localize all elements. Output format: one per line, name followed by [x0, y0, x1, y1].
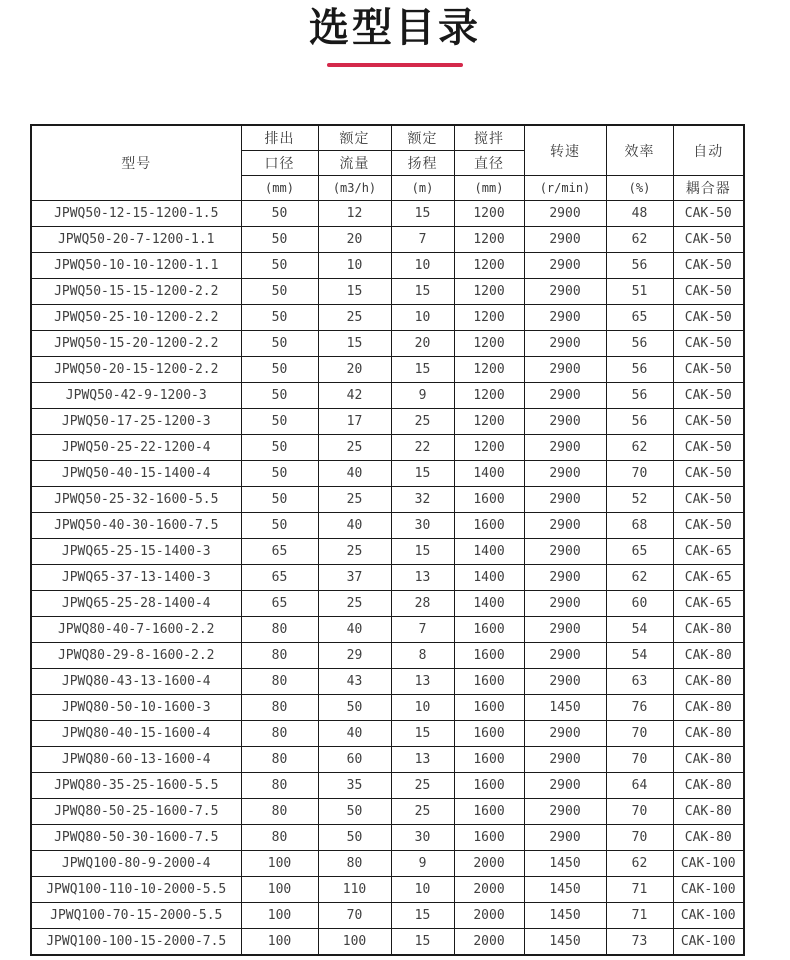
- cell-efficiency: 51: [606, 279, 673, 305]
- header-head-line2: 扬程: [391, 151, 454, 176]
- cell-outlet-diameter: 100: [241, 851, 318, 877]
- cell-outlet-diameter: 50: [241, 461, 318, 487]
- table-row: [31, 773, 744, 799]
- cell-model: JPWQ50-25-10-1200-2.2: [31, 305, 241, 331]
- cell-rated-head: 8: [391, 643, 454, 669]
- cell-speed: 2900: [524, 617, 606, 643]
- header-model: 型号: [31, 125, 241, 201]
- table-row: [31, 591, 744, 617]
- cell-mixing-diameter: 1400: [454, 461, 524, 487]
- cell-mixing-diameter: 1600: [454, 513, 524, 539]
- cell-rated-flow: 15: [318, 331, 391, 357]
- cell-outlet-diameter: 80: [241, 747, 318, 773]
- cell-speed: 2900: [524, 773, 606, 799]
- cell-rated-flow: 29: [318, 643, 391, 669]
- table-row: [31, 643, 744, 669]
- cell-rated-flow: 37: [318, 565, 391, 591]
- cell-efficiency: 64: [606, 773, 673, 799]
- cell-mixing-diameter: 1200: [454, 331, 524, 357]
- cell-outlet-diameter: 50: [241, 513, 318, 539]
- cell-model: JPWQ65-25-15-1400-3: [31, 539, 241, 565]
- cell-efficiency: 56: [606, 253, 673, 279]
- cell-efficiency: 52: [606, 487, 673, 513]
- cell-rated-flow: 40: [318, 721, 391, 747]
- cell-speed: 2900: [524, 357, 606, 383]
- cell-efficiency: 54: [606, 643, 673, 669]
- table-row: [31, 227, 744, 253]
- cell-rated-head: 20: [391, 331, 454, 357]
- cell-speed: 2900: [524, 513, 606, 539]
- cell-rated-flow: 25: [318, 539, 391, 565]
- cell-model: JPWQ100-110-10-2000-5.5: [31, 877, 241, 903]
- cell-mixing-diameter: 1200: [454, 435, 524, 461]
- header-outlet-line1: 排出: [241, 125, 318, 151]
- cell-auto-coupler: CAK-50: [673, 253, 744, 279]
- cell-model: JPWQ100-70-15-2000-5.5: [31, 903, 241, 929]
- table-header: [31, 125, 744, 201]
- cell-outlet-diameter: 80: [241, 617, 318, 643]
- cell-outlet-diameter: 80: [241, 799, 318, 825]
- cell-model: JPWQ50-25-32-1600-5.5: [31, 487, 241, 513]
- cell-model: JPWQ50-12-15-1200-1.5: [31, 201, 241, 227]
- cell-auto-coupler: CAK-80: [673, 617, 744, 643]
- cell-rated-flow: 50: [318, 695, 391, 721]
- cell-rated-head: 10: [391, 305, 454, 331]
- cell-outlet-diameter: 100: [241, 903, 318, 929]
- cell-model: JPWQ50-20-15-1200-2.2: [31, 357, 241, 383]
- cell-rated-flow: 40: [318, 461, 391, 487]
- cell-auto-coupler: CAK-50: [673, 357, 744, 383]
- cell-mixing-diameter: 1200: [454, 305, 524, 331]
- header-coupler-line1: 自动: [673, 125, 744, 176]
- cell-rated-flow: 110: [318, 877, 391, 903]
- cell-speed: 1450: [524, 929, 606, 956]
- table-row: [31, 565, 744, 591]
- cell-rated-flow: 50: [318, 825, 391, 851]
- cell-rated-head: 13: [391, 747, 454, 773]
- table-row: [31, 487, 744, 513]
- cell-auto-coupler: CAK-80: [673, 643, 744, 669]
- table-row: [31, 253, 744, 279]
- header-speed: 转速: [524, 125, 606, 176]
- cell-mixing-diameter: 1600: [454, 695, 524, 721]
- cell-efficiency: 62: [606, 435, 673, 461]
- header-efficiency: 效率: [606, 125, 673, 176]
- cell-speed: 2900: [524, 461, 606, 487]
- page-title: 选型目录: [309, 6, 481, 50]
- cell-efficiency: 65: [606, 539, 673, 565]
- header-efficiency-unit: (%): [606, 176, 673, 201]
- table-row: [31, 721, 744, 747]
- table-row: [31, 747, 744, 773]
- header-row-1: [31, 125, 744, 151]
- table-row: [31, 409, 744, 435]
- cell-rated-head: 10: [391, 253, 454, 279]
- cell-rated-flow: 25: [318, 305, 391, 331]
- cell-speed: 2900: [524, 253, 606, 279]
- cell-rated-flow: 20: [318, 227, 391, 253]
- header-head-unit: (m): [391, 176, 454, 201]
- cell-efficiency: 76: [606, 695, 673, 721]
- cell-model: JPWQ80-40-7-1600-2.2: [31, 617, 241, 643]
- selection-catalog-table: [30, 124, 745, 956]
- table-row: [31, 279, 744, 305]
- cell-rated-head: 30: [391, 513, 454, 539]
- cell-outlet-diameter: 65: [241, 565, 318, 591]
- cell-rated-flow: 43: [318, 669, 391, 695]
- cell-efficiency: 62: [606, 565, 673, 591]
- cell-outlet-diameter: 50: [241, 435, 318, 461]
- cell-speed: 2900: [524, 279, 606, 305]
- cell-model: JPWQ80-29-8-1600-2.2: [31, 643, 241, 669]
- catalog-table-body: [31, 201, 744, 956]
- cell-rated-head: 15: [391, 279, 454, 305]
- header-mixing-line2: 直径: [454, 151, 524, 176]
- cell-efficiency: 70: [606, 747, 673, 773]
- cell-efficiency: 56: [606, 357, 673, 383]
- cell-rated-head: 13: [391, 565, 454, 591]
- cell-rated-head: 9: [391, 383, 454, 409]
- table-row: [31, 305, 744, 331]
- cell-mixing-diameter: 1600: [454, 773, 524, 799]
- cell-outlet-diameter: 50: [241, 357, 318, 383]
- cell-speed: 2900: [524, 539, 606, 565]
- cell-efficiency: 68: [606, 513, 673, 539]
- table-row: [31, 357, 744, 383]
- cell-auto-coupler: CAK-50: [673, 331, 744, 357]
- cell-efficiency: 70: [606, 721, 673, 747]
- cell-mixing-diameter: 1200: [454, 253, 524, 279]
- cell-outlet-diameter: 65: [241, 591, 318, 617]
- table-row: [31, 539, 744, 565]
- cell-model: JPWQ80-50-10-1600-3: [31, 695, 241, 721]
- cell-outlet-diameter: 80: [241, 773, 318, 799]
- cell-efficiency: 65: [606, 305, 673, 331]
- table-row: [31, 695, 744, 721]
- table-row: [31, 669, 744, 695]
- cell-efficiency: 56: [606, 383, 673, 409]
- cell-auto-coupler: CAK-100: [673, 877, 744, 903]
- cell-auto-coupler: CAK-50: [673, 201, 744, 227]
- cell-speed: 2900: [524, 435, 606, 461]
- table-row: [31, 851, 744, 877]
- cell-efficiency: 62: [606, 851, 673, 877]
- cell-outlet-diameter: 50: [241, 201, 318, 227]
- cell-model: JPWQ80-60-13-1600-4: [31, 747, 241, 773]
- cell-model: JPWQ100-80-9-2000-4: [31, 851, 241, 877]
- cell-auto-coupler: CAK-80: [673, 695, 744, 721]
- cell-model: JPWQ50-40-30-1600-7.5: [31, 513, 241, 539]
- title-underline-decoration: [327, 63, 463, 67]
- cell-speed: 1450: [524, 695, 606, 721]
- cell-rated-flow: 100: [318, 929, 391, 956]
- cell-mixing-diameter: 1400: [454, 591, 524, 617]
- cell-efficiency: 73: [606, 929, 673, 956]
- cell-auto-coupler: CAK-50: [673, 279, 744, 305]
- cell-rated-head: 32: [391, 487, 454, 513]
- table-row: [31, 799, 744, 825]
- cell-mixing-diameter: 1600: [454, 669, 524, 695]
- cell-rated-flow: 35: [318, 773, 391, 799]
- cell-rated-head: 28: [391, 591, 454, 617]
- cell-rated-flow: 20: [318, 357, 391, 383]
- cell-auto-coupler: CAK-50: [673, 227, 744, 253]
- cell-auto-coupler: CAK-100: [673, 929, 744, 956]
- cell-auto-coupler: CAK-50: [673, 305, 744, 331]
- table-row: [31, 331, 744, 357]
- cell-mixing-diameter: 1200: [454, 409, 524, 435]
- cell-rated-head: 10: [391, 695, 454, 721]
- cell-auto-coupler: CAK-50: [673, 487, 744, 513]
- cell-rated-head: 10: [391, 877, 454, 903]
- cell-mixing-diameter: 1600: [454, 825, 524, 851]
- cell-model: JPWQ80-50-25-1600-7.5: [31, 799, 241, 825]
- cell-rated-head: 7: [391, 227, 454, 253]
- cell-model: JPWQ80-50-30-1600-7.5: [31, 825, 241, 851]
- cell-efficiency: 70: [606, 799, 673, 825]
- title-block: [0, 0, 790, 67]
- table-row: [31, 877, 744, 903]
- cell-speed: 1450: [524, 851, 606, 877]
- cell-rated-flow: 25: [318, 591, 391, 617]
- cell-speed: 2900: [524, 409, 606, 435]
- cell-rated-head: 30: [391, 825, 454, 851]
- cell-rated-head: 15: [391, 539, 454, 565]
- header-flow-unit: (m3/h): [318, 176, 391, 201]
- cell-outlet-diameter: 50: [241, 227, 318, 253]
- cell-mixing-diameter: 1400: [454, 539, 524, 565]
- cell-outlet-diameter: 50: [241, 331, 318, 357]
- cell-efficiency: 71: [606, 877, 673, 903]
- table-row: [31, 929, 744, 956]
- cell-speed: 2900: [524, 669, 606, 695]
- cell-efficiency: 70: [606, 825, 673, 851]
- header-flow-line2: 流量: [318, 151, 391, 176]
- table-row: [31, 461, 744, 487]
- cell-model: JPWQ50-25-22-1200-4: [31, 435, 241, 461]
- cell-mixing-diameter: 1600: [454, 487, 524, 513]
- cell-auto-coupler: CAK-65: [673, 539, 744, 565]
- cell-efficiency: 56: [606, 331, 673, 357]
- cell-outlet-diameter: 80: [241, 643, 318, 669]
- cell-rated-flow: 40: [318, 513, 391, 539]
- header-flow-line1: 额定: [318, 125, 391, 151]
- cell-outlet-diameter: 100: [241, 929, 318, 956]
- cell-rated-head: 9: [391, 851, 454, 877]
- cell-rated-flow: 10: [318, 253, 391, 279]
- cell-speed: 2900: [524, 227, 606, 253]
- cell-outlet-diameter: 50: [241, 305, 318, 331]
- cell-outlet-diameter: 80: [241, 695, 318, 721]
- table-row: [31, 825, 744, 851]
- cell-efficiency: 60: [606, 591, 673, 617]
- cell-mixing-diameter: 2000: [454, 929, 524, 956]
- table-row: [31, 201, 744, 227]
- cell-mixing-diameter: 1200: [454, 201, 524, 227]
- cell-rated-flow: 25: [318, 435, 391, 461]
- header-head-line1: 额定: [391, 125, 454, 151]
- cell-mixing-diameter: 1400: [454, 565, 524, 591]
- cell-model: JPWQ80-35-25-1600-5.5: [31, 773, 241, 799]
- cell-outlet-diameter: 50: [241, 253, 318, 279]
- table-row: [31, 383, 744, 409]
- cell-model: JPWQ50-42-9-1200-3: [31, 383, 241, 409]
- cell-speed: 1450: [524, 877, 606, 903]
- cell-outlet-diameter: 50: [241, 279, 318, 305]
- header-mixing-line1: 搅拌: [454, 125, 524, 151]
- cell-speed: 2900: [524, 565, 606, 591]
- cell-auto-coupler: CAK-65: [673, 565, 744, 591]
- cell-efficiency: 56: [606, 409, 673, 435]
- cell-auto-coupler: CAK-100: [673, 851, 744, 877]
- cell-mixing-diameter: 1600: [454, 721, 524, 747]
- table-row: [31, 903, 744, 929]
- cell-auto-coupler: CAK-80: [673, 669, 744, 695]
- cell-rated-flow: 25: [318, 487, 391, 513]
- cell-speed: 2900: [524, 305, 606, 331]
- cell-auto-coupler: CAK-50: [673, 409, 744, 435]
- cell-rated-head: 25: [391, 409, 454, 435]
- cell-auto-coupler: CAK-50: [673, 383, 744, 409]
- cell-mixing-diameter: 1200: [454, 357, 524, 383]
- cell-model: JPWQ50-10-10-1200-1.1: [31, 253, 241, 279]
- table-row: [31, 435, 744, 461]
- cell-mixing-diameter: 1600: [454, 617, 524, 643]
- cell-rated-flow: 17: [318, 409, 391, 435]
- cell-model: JPWQ80-40-15-1600-4: [31, 721, 241, 747]
- cell-speed: 2900: [524, 331, 606, 357]
- cell-model: JPWQ100-100-15-2000-7.5: [31, 929, 241, 956]
- cell-rated-head: 15: [391, 721, 454, 747]
- cell-speed: 2900: [524, 747, 606, 773]
- cell-outlet-diameter: 50: [241, 383, 318, 409]
- cell-rated-flow: 50: [318, 799, 391, 825]
- cell-outlet-diameter: 80: [241, 825, 318, 851]
- cell-rated-head: 13: [391, 669, 454, 695]
- cell-auto-coupler: CAK-50: [673, 461, 744, 487]
- cell-efficiency: 70: [606, 461, 673, 487]
- cell-auto-coupler: CAK-100: [673, 903, 744, 929]
- cell-outlet-diameter: 80: [241, 669, 318, 695]
- cell-model: JPWQ50-40-15-1400-4: [31, 461, 241, 487]
- table-row: [31, 617, 744, 643]
- header-mixing-unit: (mm): [454, 176, 524, 201]
- cell-rated-head: 15: [391, 461, 454, 487]
- cell-model: JPWQ50-20-7-1200-1.1: [31, 227, 241, 253]
- cell-auto-coupler: CAK-80: [673, 721, 744, 747]
- cell-efficiency: 71: [606, 903, 673, 929]
- cell-rated-flow: 60: [318, 747, 391, 773]
- cell-mixing-diameter: 1600: [454, 747, 524, 773]
- cell-efficiency: 54: [606, 617, 673, 643]
- cell-speed: 1450: [524, 903, 606, 929]
- cell-model: JPWQ50-15-15-1200-2.2: [31, 279, 241, 305]
- cell-rated-head: 15: [391, 929, 454, 956]
- cell-mixing-diameter: 1200: [454, 383, 524, 409]
- cell-auto-coupler: CAK-80: [673, 747, 744, 773]
- cell-model: JPWQ80-43-13-1600-4: [31, 669, 241, 695]
- cell-mixing-diameter: 1200: [454, 227, 524, 253]
- cell-rated-head: 7: [391, 617, 454, 643]
- cell-speed: 2900: [524, 201, 606, 227]
- table-row: [31, 513, 744, 539]
- cell-rated-head: 15: [391, 201, 454, 227]
- cell-auto-coupler: CAK-50: [673, 513, 744, 539]
- cell-rated-flow: 40: [318, 617, 391, 643]
- cell-efficiency: 63: [606, 669, 673, 695]
- header-outlet-unit: (mm): [241, 176, 318, 201]
- cell-outlet-diameter: 100: [241, 877, 318, 903]
- cell-rated-flow: 80: [318, 851, 391, 877]
- cell-outlet-diameter: 50: [241, 409, 318, 435]
- cell-auto-coupler: CAK-65: [673, 591, 744, 617]
- cell-rated-head: 15: [391, 357, 454, 383]
- cell-mixing-diameter: 2000: [454, 903, 524, 929]
- cell-auto-coupler: CAK-80: [673, 773, 744, 799]
- cell-model: JPWQ50-17-25-1200-3: [31, 409, 241, 435]
- cell-auto-coupler: CAK-80: [673, 825, 744, 851]
- cell-speed: 2900: [524, 383, 606, 409]
- cell-mixing-diameter: 1600: [454, 799, 524, 825]
- cell-rated-head: 15: [391, 903, 454, 929]
- cell-rated-flow: 15: [318, 279, 391, 305]
- cell-rated-flow: 70: [318, 903, 391, 929]
- cell-speed: 2900: [524, 799, 606, 825]
- header-speed-unit: (r/min): [524, 176, 606, 201]
- cell-speed: 2900: [524, 591, 606, 617]
- cell-speed: 2900: [524, 643, 606, 669]
- cell-speed: 2900: [524, 721, 606, 747]
- cell-mixing-diameter: 1600: [454, 643, 524, 669]
- cell-rated-flow: 12: [318, 201, 391, 227]
- cell-auto-coupler: CAK-50: [673, 435, 744, 461]
- cell-mixing-diameter: 2000: [454, 877, 524, 903]
- cell-speed: 2900: [524, 487, 606, 513]
- cell-rated-head: 25: [391, 773, 454, 799]
- cell-outlet-diameter: 50: [241, 487, 318, 513]
- cell-auto-coupler: CAK-80: [673, 799, 744, 825]
- cell-rated-head: 25: [391, 799, 454, 825]
- cell-efficiency: 62: [606, 227, 673, 253]
- cell-speed: 2900: [524, 825, 606, 851]
- cell-rated-head: 22: [391, 435, 454, 461]
- cell-model: JPWQ65-25-28-1400-4: [31, 591, 241, 617]
- cell-rated-flow: 42: [318, 383, 391, 409]
- cell-mixing-diameter: 2000: [454, 851, 524, 877]
- header-coupler-line2: 耦合器: [673, 176, 744, 201]
- cell-outlet-diameter: 80: [241, 721, 318, 747]
- header-outlet-line2: 口径: [241, 151, 318, 176]
- cell-model: JPWQ65-37-13-1400-3: [31, 565, 241, 591]
- cell-mixing-diameter: 1200: [454, 279, 524, 305]
- cell-efficiency: 48: [606, 201, 673, 227]
- cell-outlet-diameter: 65: [241, 539, 318, 565]
- cell-model: JPWQ50-15-20-1200-2.2: [31, 331, 241, 357]
